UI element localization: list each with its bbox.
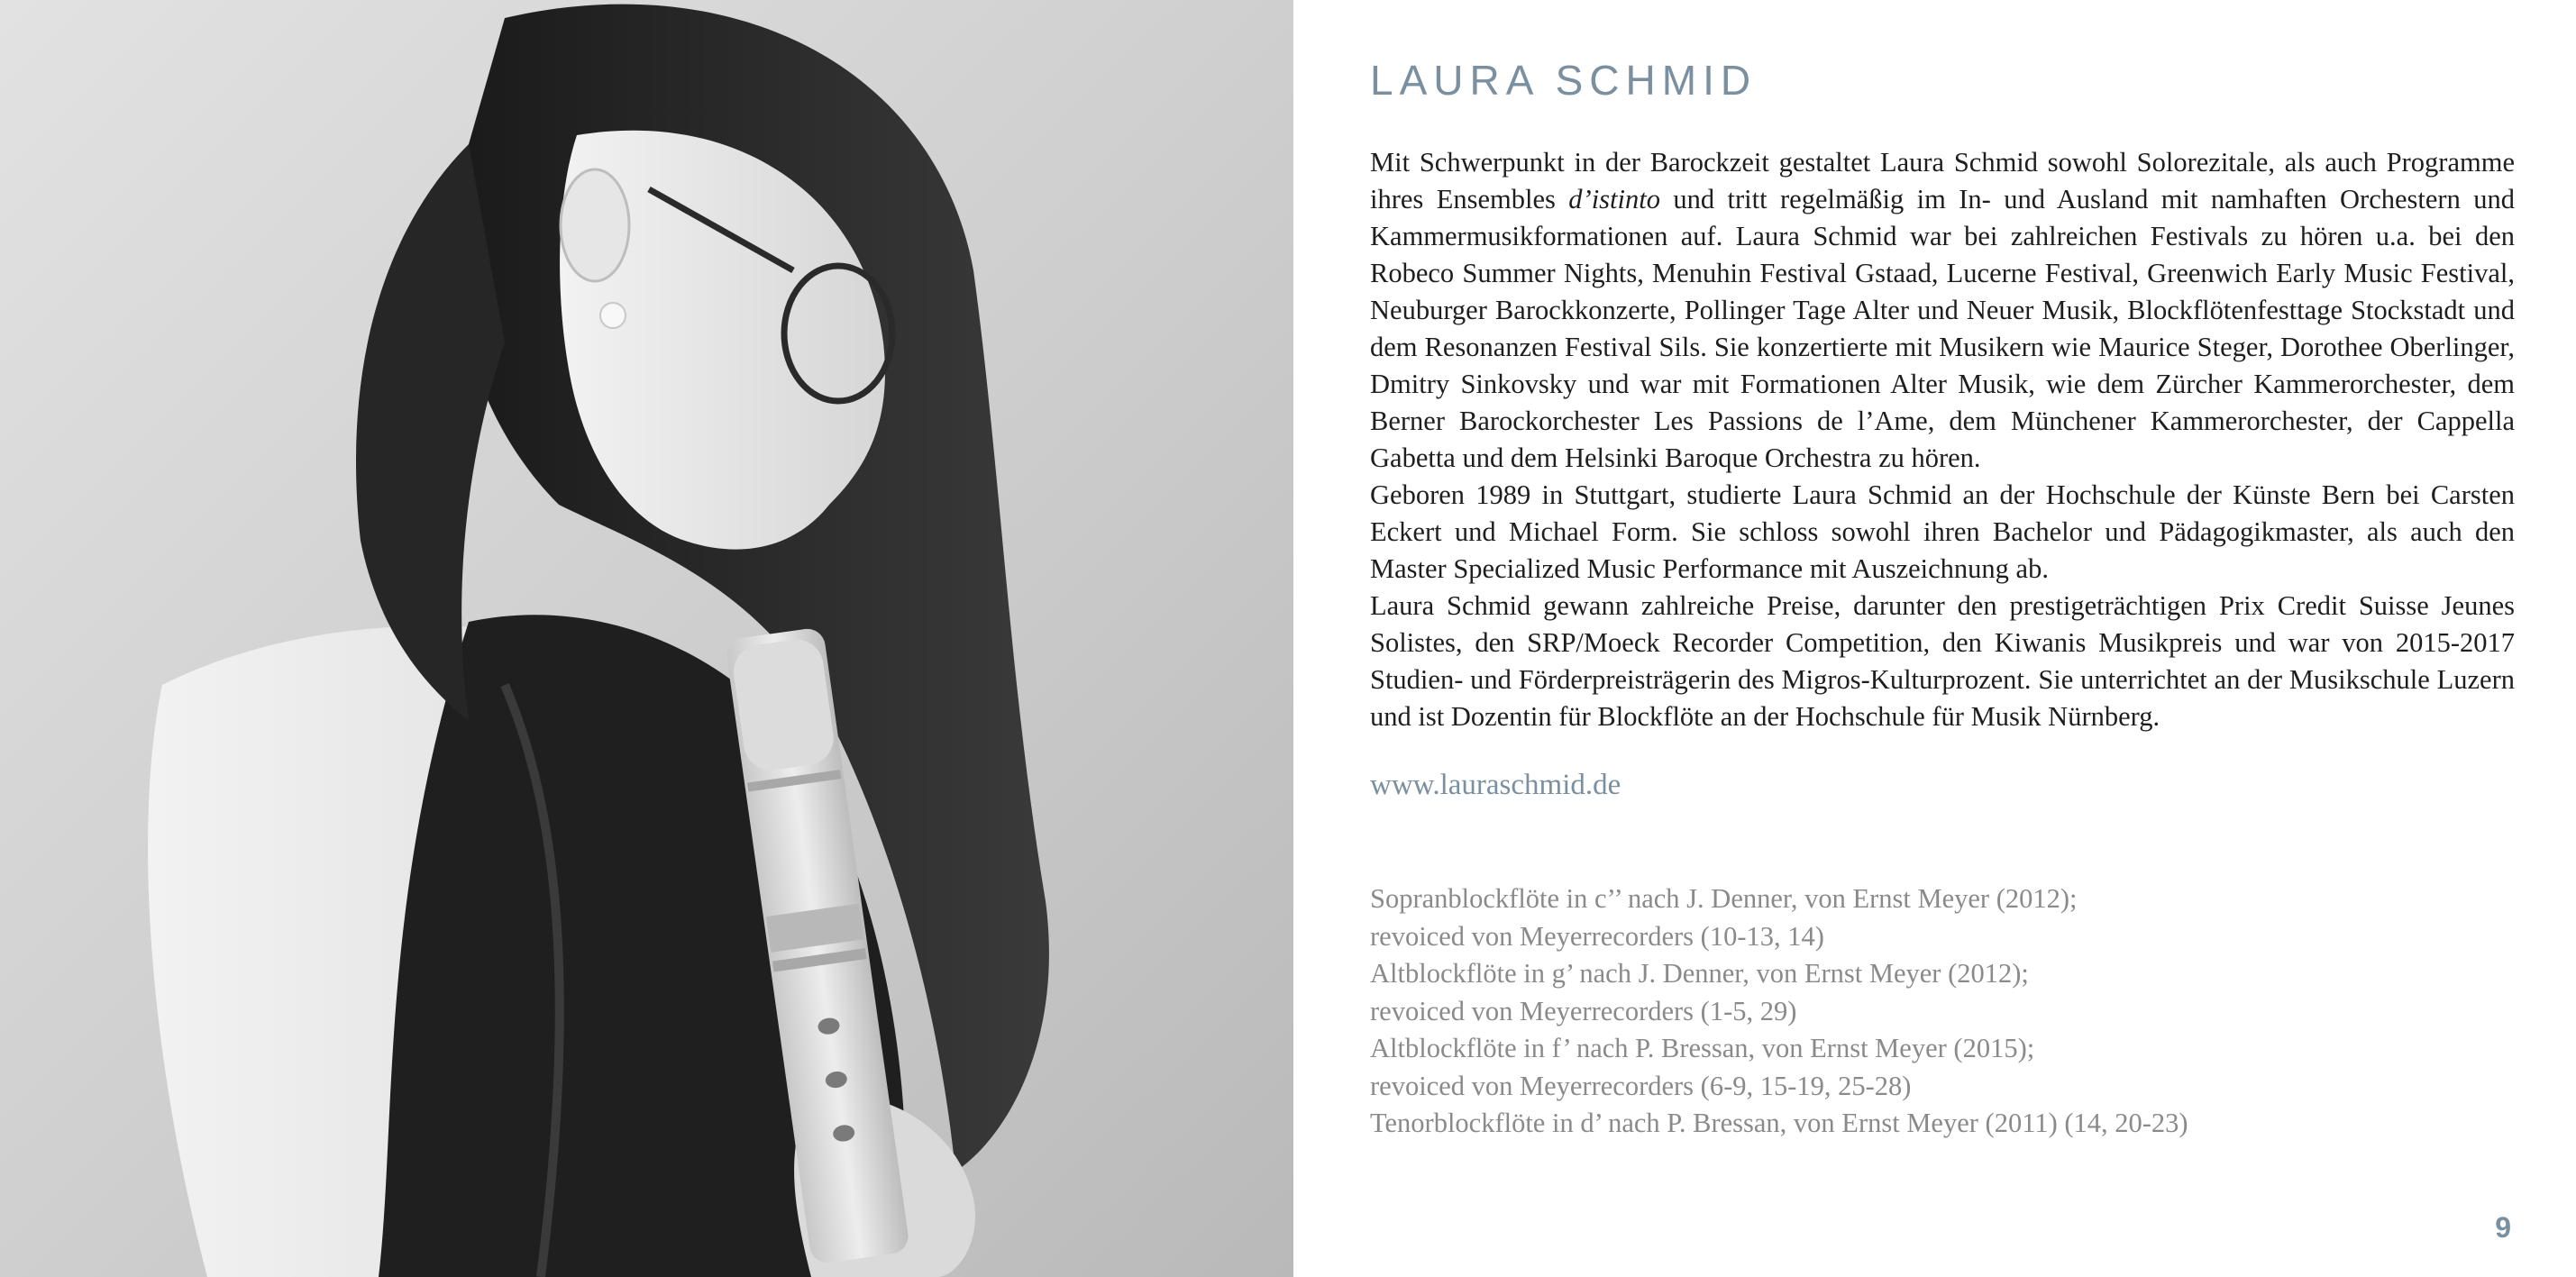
instrument-line: Altblockflöte in f’ nach P. Bressan, von Ernst Meyer (2015); xyxy=(1370,1033,2035,1063)
bio-paragraph-3: Laura Schmid gewann zahlreiche Preise, darunter den prestigeträchtigen Prix Credit Suisse Jeunes Solistes, den SRP/Moeck Recorder Competition, den Kiwanis Musikpreis und war von 2015-2017 Studien- und Förderpreisträgerin des Migros-Kulturprozent. Sie unterrichtet an der Musikschule Luzern und ist Dozentin für Blockflöte an der Hochschule für Musik Nürnberg. xyxy=(1370,590,2515,732)
ensemble-name: d’istinto xyxy=(1568,184,1660,214)
instrument-line: Tenorblockflöte in d’ nach P. Bressan, von Ernst Meyer (2011) (14, 20-23) xyxy=(1370,1108,2188,1138)
instrument-line: revoiced von Meyerrecorders (1-5, 29) xyxy=(1370,995,1797,1026)
artist-name-heading: LAURA SCHMID xyxy=(1370,57,1758,104)
instrument-line: Sopranblockflöte in c’’ nach J. Denner, von Ernst Meyer (2012); xyxy=(1370,883,2078,914)
instrument-list xyxy=(1370,880,2515,1143)
biography-panel xyxy=(1370,0,2515,1277)
biography-text xyxy=(1370,144,2515,735)
instrument-line: revoiced von Meyerrecorders (6-9, 15-19, 25-28) xyxy=(1370,1070,1912,1101)
instrument-line: Altblockflöte in g’ nach J. Denner, von Ernst Meyer (2012); xyxy=(1370,958,2029,989)
bio-paragraph-1 xyxy=(1370,144,2515,477)
page-number: 9 xyxy=(2495,1211,2511,1244)
bio-paragraph-2: Geboren 1989 in Stuttgart, studierte Laura Schmid an der Hochschule der Künste Bern bei Carsten Eckert und Michael Form. Sie schloss sowohl ihren Bachelor und Pädagogikmaster, als auch den Master Specialized Music Performance mit Auszeichnung ab. xyxy=(1370,479,2515,584)
instrument-line: revoiced von Meyerrecorders (10-13, 14) xyxy=(1370,920,1824,952)
bio-paragraph-1-start: Mit Schwerpunkt in der Barockzeit gestaltet Laura Schmid sowohl Solorezitale, als auch Programme ihres Ensembles xyxy=(1370,147,2515,214)
bio-paragraph-1-end: und tritt regelmäßig im In- und Ausland mit namhaften Orchestern und Kammermusikformationen auf. Laura Schmid war bei zahlreichen Festivals zu hören u.a. bei den Robeco Summer Nights, Menuhin Festival Gstaad, Lucerne Festival, Greenwich Early Music Festival, Neuburger Barockkonzerte, Pollinger Tage Alter und Neuer Musik, Blockflötenfesttage Stockstadt und dem Resonanzen Festival Sils. Sie konzertierte mit Musikern wie Maurice Steger, Dorothee Oberlinger, Dmitry Sinkovsky und war mit Formationen Alter Musik, wie dem Zürcher Kammerorchester, dem Berner Barockorchester Les Passions de l’Ame, dem Münchener Kammerorchester, der Cappella Gabetta und dem Helsinki Baroque Orchestra zu hören. xyxy=(1370,184,2515,473)
website-link[interactable]: www.lauraschmid.de xyxy=(1370,769,1621,801)
